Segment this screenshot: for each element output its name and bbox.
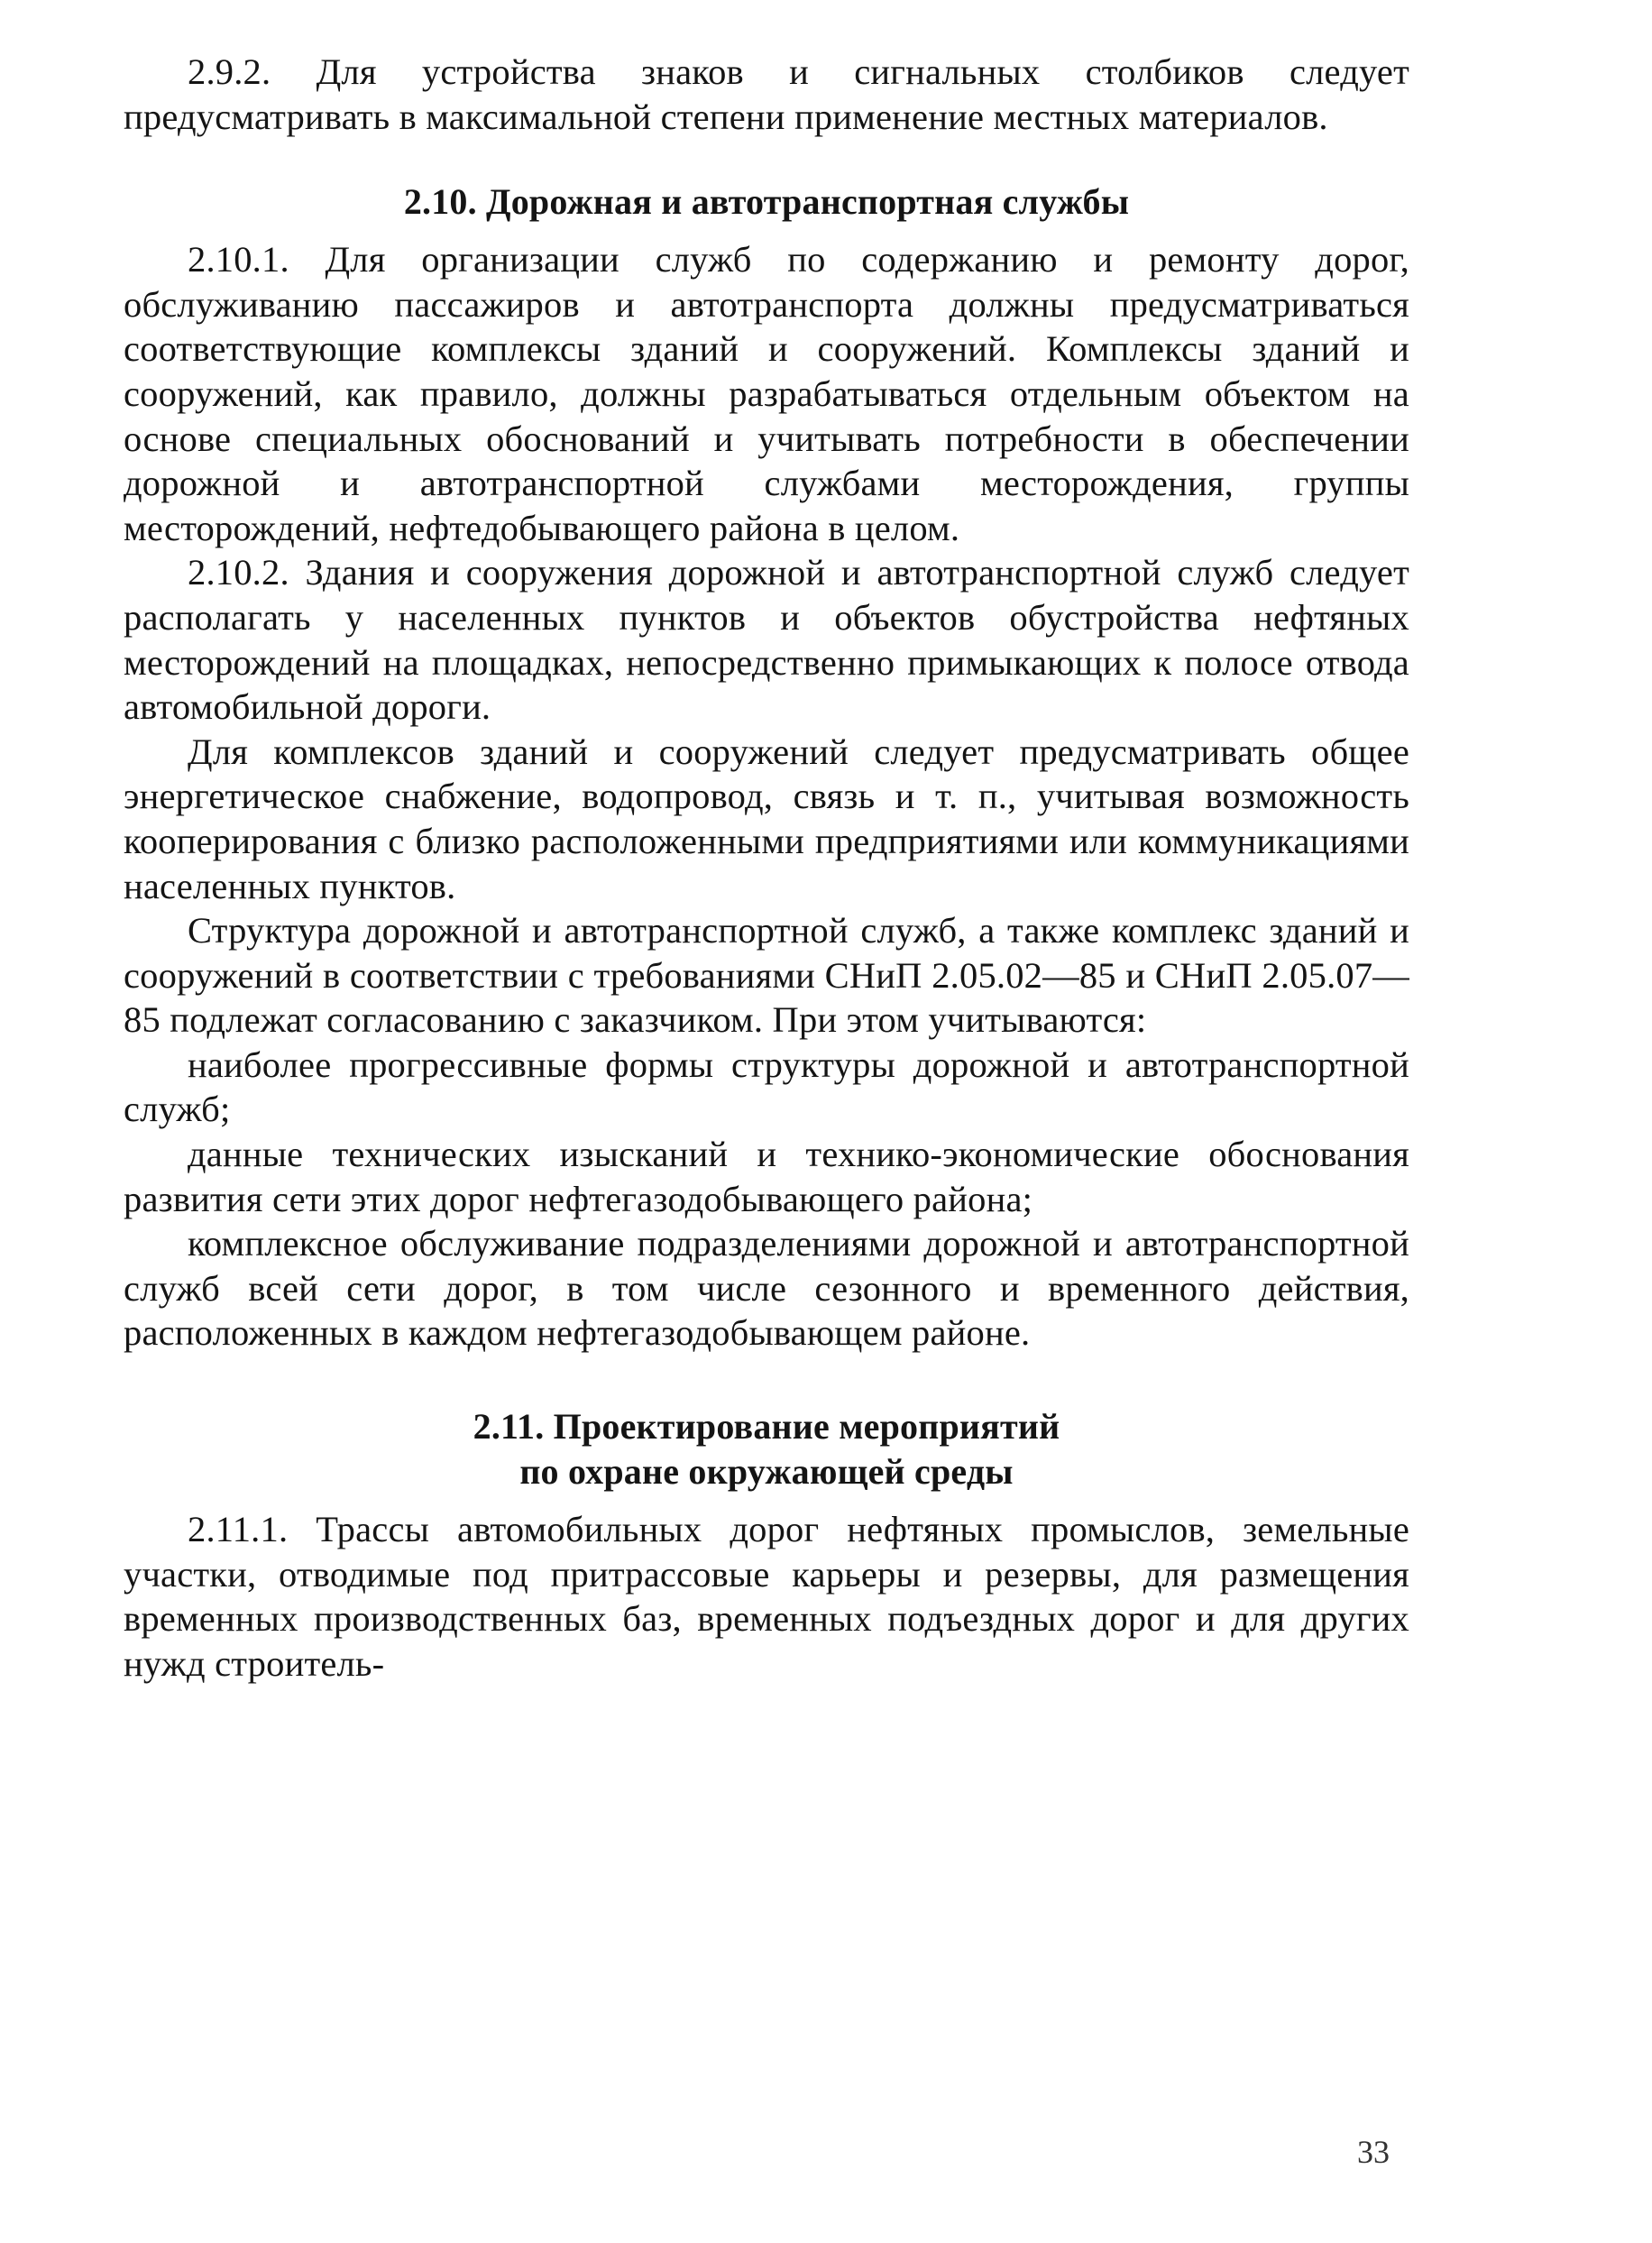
page-number: 33: [1357, 2134, 1390, 2170]
section-heading-2-11-line1: 2.11. Проектирование мероприятий: [473, 1406, 1060, 1448]
list-item-progressive-forms: наиболее прогрессивные формы структуры дорожной и автотранспортной служб;: [124, 1043, 1409, 1130]
paragraph-complexes: Для комплексов зданий и сооружений следует предусматривать общее энергетическое снабжение, водопровод, связь и т. п., учитывая возможность кооперирования с близко расположенными предприятиями или коммуникациями населенных пунктов.: [124, 731, 1409, 906]
paragraph-2-10-2: 2.10.2. Здания и сооружения дорожной и автотранспортной служб следует располагать у населенных пунктов и объектов обустройства нефтяных месторождений на площадках, непосредственно примыкающих к полосе отвода автомобильной дороги.: [124, 552, 1409, 728]
list-item-technical-surveys: данные технических изысканий и технико-экономические обоснования развития сети этих дорог нефтегазодобывающего района;: [124, 1134, 1409, 1219]
text-column: [124, 50, 1409, 1686]
paragraph-2-11-1: 2.11.1. Трассы автомобильных дорог нефтяных промыслов, земельные участки, отводимые под притрассовые карьеры и резервы, для размещения временных производственных баз, временных подъездных дорог и для других нужд строитель-: [124, 1509, 1409, 1684]
section-heading-2-10: 2.10. Дорожная и автотранспортная службы: [403, 181, 1130, 223]
paragraph-structure: Структура дорожной и автотранспортной служб, а также комплекс зданий и сооружений в соответствии с требованиями СНиП 2.05.02—85 и СНиП 2.05.07—85 подлежат согласованию с заказчиком. При этом учитываются:: [124, 910, 1409, 1041]
section-heading-2-11: [124, 1404, 1409, 1494]
paragraph-2-9-2: 2.9.2. Для устройства знаков и сигнальных столбиков следует предусматривать в максимальной степени применение местных материалов.: [124, 51, 1409, 137]
section-heading-2-11-line2: по охране окружающей среды: [519, 1451, 1014, 1493]
list-item-complex-service: комплексное обслуживание подразделениями дорожной и автотранспортной служб всей сети дорог, в том числе сезонного и временного действия, расположенных в каждом нефтегазодобывающем районе.: [124, 1223, 1409, 1354]
paragraph-2-10-1: 2.10.1. Для организации служб по содержанию и ремонту дорог, обслуживанию пассажиров и автотранспорта должны предусматриваться соответствующие комплексы зданий и сооружений. Комплексы зданий и сооружений, как правило, должны разрабатываться отдельным объектом на основе специальных обоснований и учитывать потребности в обеспечении дорожной и автотранспортной службами месторождения, группы месторождений, нефтедобывающего района в целом.: [124, 239, 1409, 548]
